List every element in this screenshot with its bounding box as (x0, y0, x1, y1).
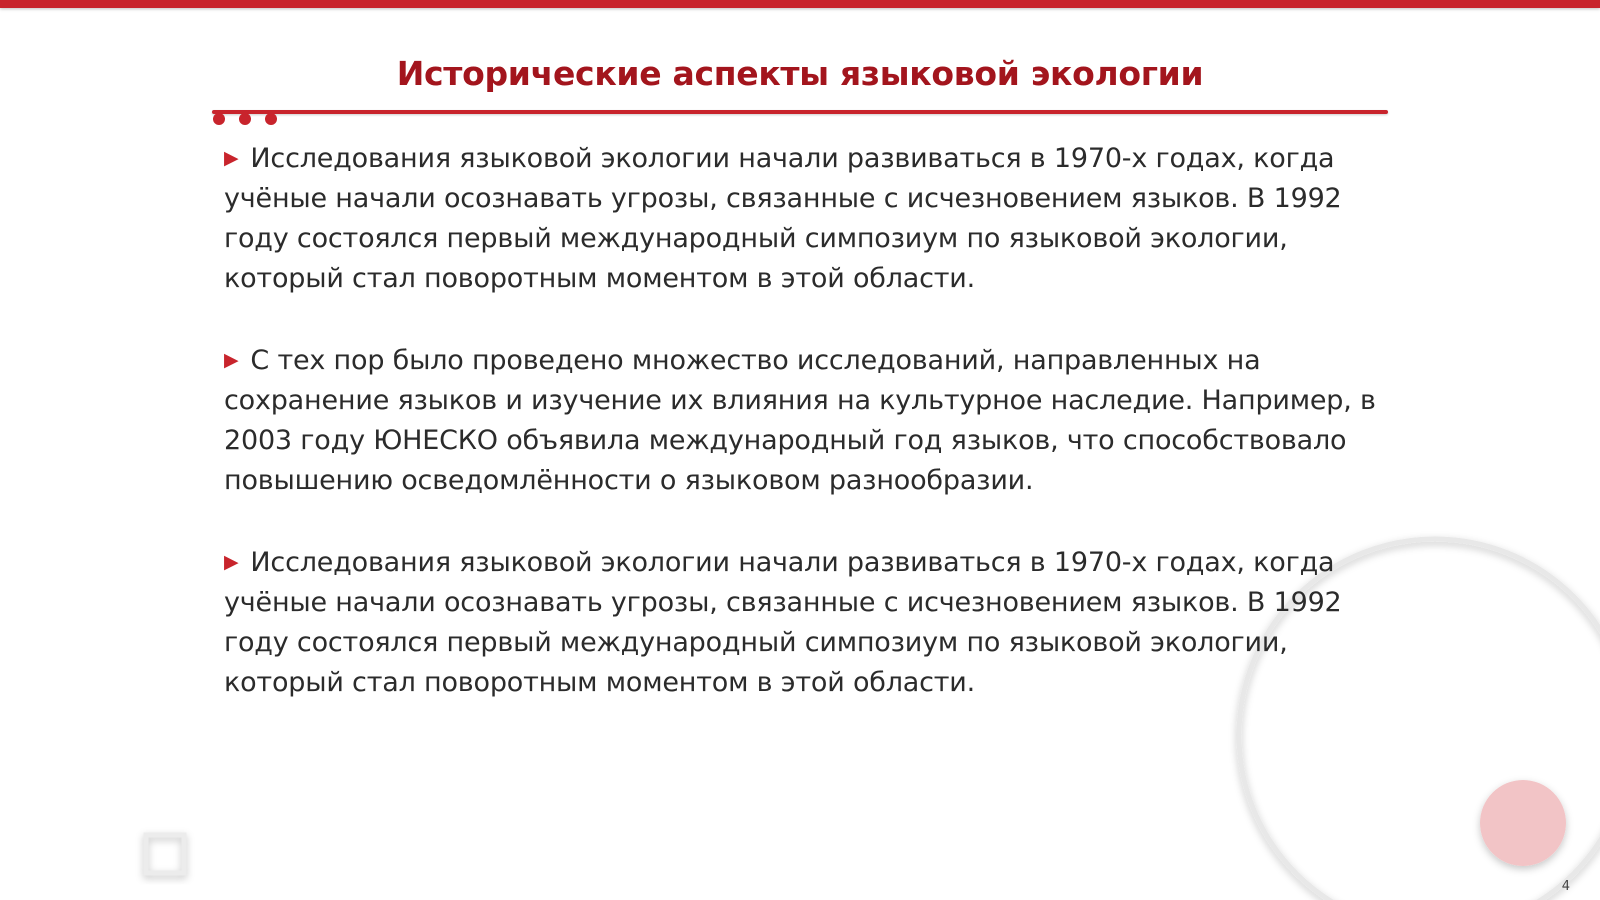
dot-decoration (239, 113, 251, 125)
slide-title: Исторические аспекты языковой экологии (396, 54, 1204, 93)
paragraph (224, 340, 1384, 501)
dot-decoration (213, 113, 225, 125)
paragraph-text: Исследования языковой экологии начали развиваться в 1970-х годах, когда учёные начали осознавать угрозы, связанные с исчезновением языков. В 1992 году состоялся первый международный симпозиум по языковой экологии, который стал поворотным моментом в этой области. (224, 143, 1342, 294)
paragraph-text: Исследования языковой экологии начали развиваться в 1970-х годах, когда учёные начали осознавать угрозы, связанные с исчезновением языков. В 1992 году состоялся первый международный симпозиум по языковой экологии, который стал поворотным моментом в этой области. (224, 547, 1342, 698)
content-body (224, 138, 1384, 744)
dot-decoration (265, 113, 277, 125)
triangle-right-icon: ▶ (224, 349, 239, 371)
page-number: 4 (1561, 879, 1570, 894)
paragraph (224, 138, 1384, 299)
title-underline (212, 110, 1388, 114)
triangle-right-icon: ▶ (224, 551, 239, 573)
circle-decoration (1480, 780, 1566, 866)
paragraph-text: С тех пор было проведено множество исследований, направленных на сохранение языков и изучение их влияния на культурное наследие. Например, в 2003 году ЮНЕСКО объявила международный год языков, что способствовало повышению осведомлённости о языковом разнообразии. (224, 345, 1376, 496)
triangle-right-icon: ▶ (224, 147, 239, 169)
square-outline-decoration (146, 835, 184, 873)
paragraph (224, 542, 1384, 703)
